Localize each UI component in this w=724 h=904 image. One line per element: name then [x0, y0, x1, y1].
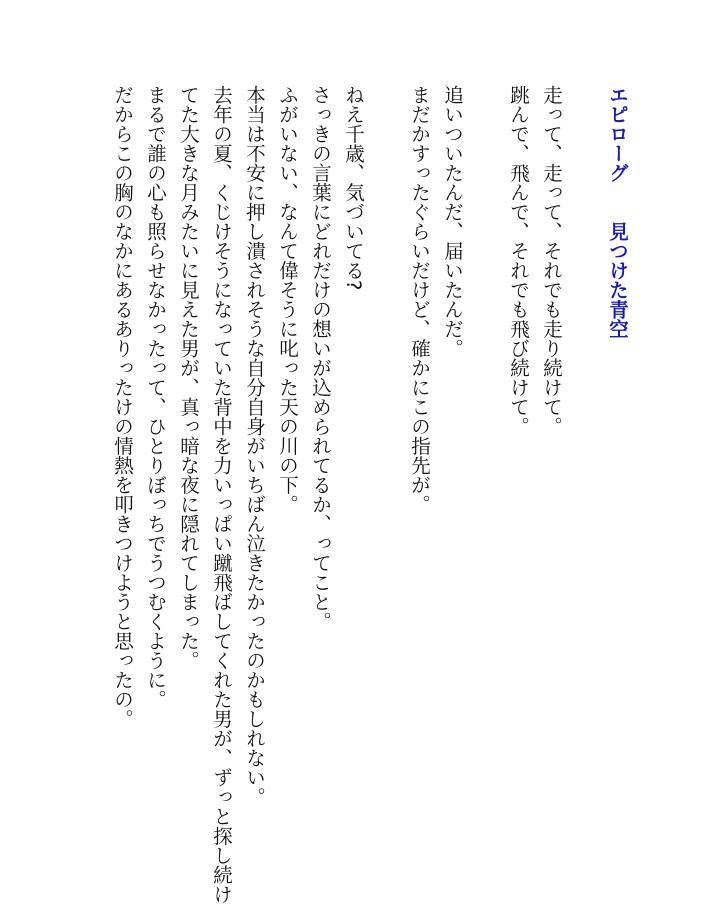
- vertical-text-body: [106, 85, 634, 904]
- text-line: 跳んで、飛んで、それでも飛び続けて。: [507, 85, 530, 436]
- text-line: まるで誰の心も照らせなかったって、ひとりぼっちでうつむくように。: [144, 85, 167, 709]
- text-line: 走って、走って、それでも走り続けて。: [540, 85, 563, 436]
- chapter-label: エピローグ: [606, 85, 629, 183]
- text-line: 本当は不安に押し潰されそうな自分自身がいちばん泣きたかったのかもしれない。: [243, 85, 266, 807]
- text-line: さっきの言葉にどれだけの想いが込められてるか、ってこと。: [309, 85, 332, 631]
- chapter-title: 見つけた青空: [606, 221, 629, 339]
- text-line: まだかすったぐらいだけど、確かにこの指先が。: [408, 85, 431, 514]
- text-line: 追いついたんだ、届いたんだ。: [441, 85, 464, 358]
- text-line: だからこの胸のなかにあるありったけの情熱を叩きつけようと思ったの。: [111, 85, 134, 729]
- text-line: ふがいない、なんて偉そうに叱った天の川の下。: [276, 85, 299, 514]
- chapter-heading: [601, 85, 634, 855]
- text-line: ねえ千歳、気づいてる?: [342, 85, 365, 291]
- text-line: 去年の夏、くじけそうになっていた背中を力いっぱい蹴飛ばしてくれた男が、ずっと探し続け: [210, 85, 233, 904]
- text-line: てた大きな月みたいに見えた男が、真っ暗な夜に隠れてしまった。: [177, 85, 200, 670]
